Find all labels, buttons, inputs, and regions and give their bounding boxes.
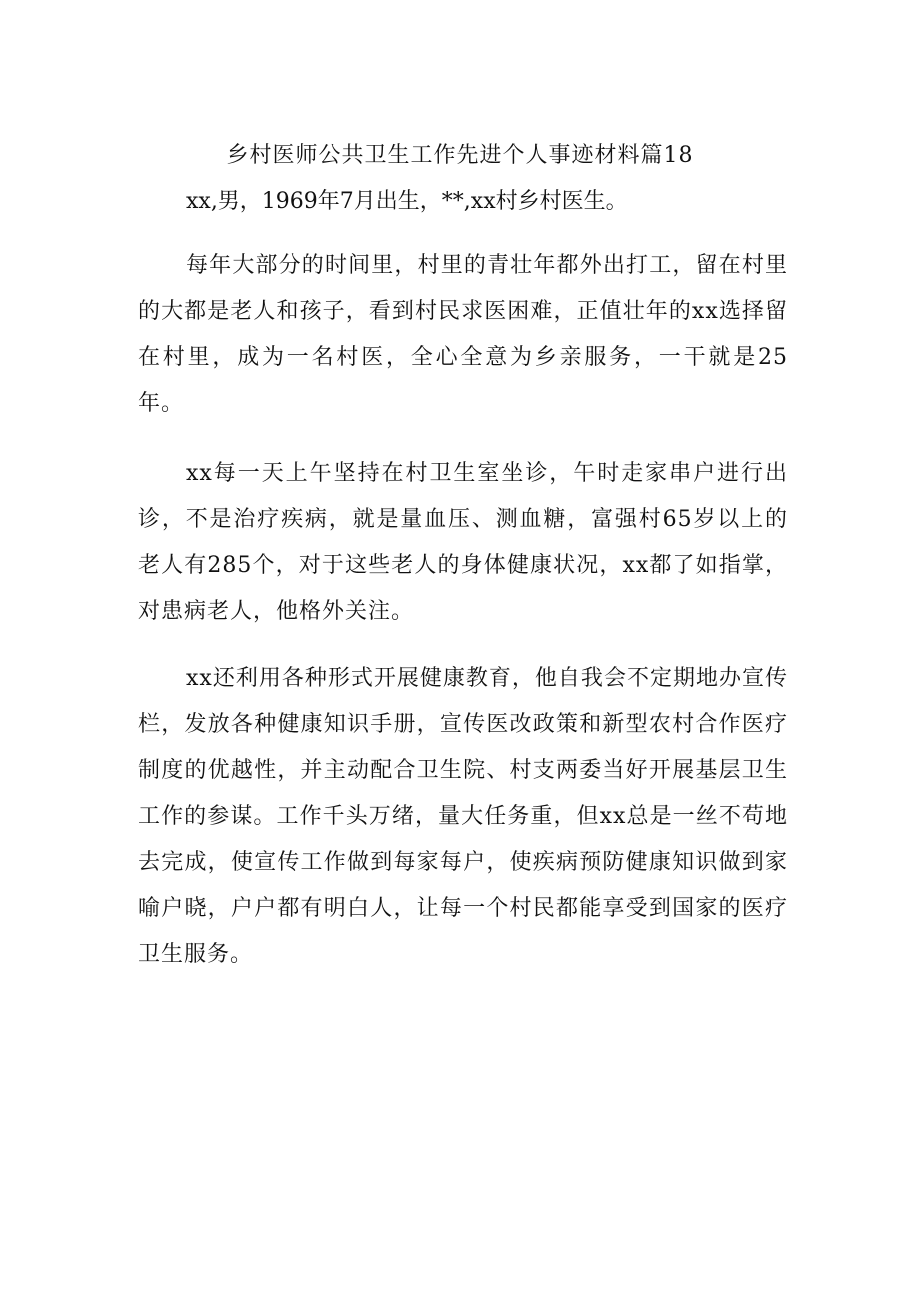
intro-line: xx,男，1969年7月出生，**,xx村乡村医生。: [186, 189, 628, 214]
paragraph-1: 每年大部分的时间里，村里的青壮年都外出打工，留在村里的大都是老人和孩子，看到村民求医困难，正值壮年的xx选择留在村里，成为一名村医，全心全意为乡亲服务，一干就是25年。: [138, 253, 788, 416]
paragraph-2: xx每一天上午坚持在村卫生室坐诊，午时走家串户进行出诊，不是治疗疾病，就是量血压、测血糖，富强村65岁以上的老人有285个，对于这些老人的身体健康状况，xx都了如指掌，对患病老人，他格外关注。: [138, 461, 788, 624]
document-title: 乡村医师公共卫生工作先进个人事迹材料篇18: [226, 143, 694, 168]
paragraph-3: xx还利用各种形式开展健康教育，他自我会不定期地办宣传栏，发放各种健康知识手册，宣传医改政策和新型农村合作医疗制度的优越性，并主动配合卫生院、村支两委当好开展基层卫生工作的参谋。工作千头万绪，量大任务重，但xx总是一丝不苟地去完成，使宣传工作做到每家每户，使疾病预防健康知识做到家喻户晓，户户都有明白人，让每一个村民都能享受到国家的医疗卫生服务。: [138, 666, 788, 967]
